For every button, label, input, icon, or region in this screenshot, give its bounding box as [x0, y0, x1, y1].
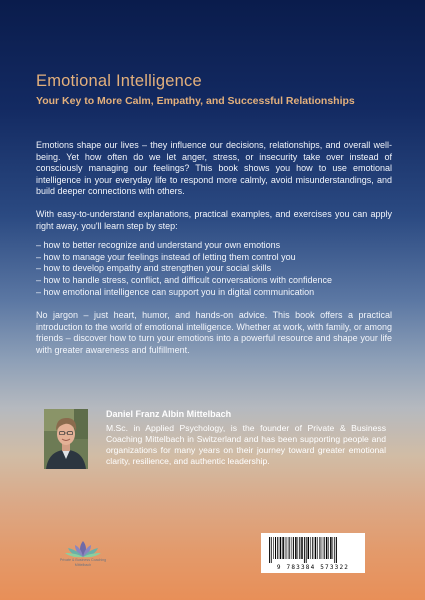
barcode-bar	[280, 537, 282, 559]
logo-caption	[50, 558, 116, 567]
book-subtitle: Your Key to More Calm, Empathy, and Successful Relationships	[36, 95, 355, 107]
barcode-bars	[269, 537, 357, 563]
barcode-bar	[315, 537, 317, 559]
lotus-icon	[56, 540, 110, 558]
barcode-bar	[271, 537, 272, 563]
barcode-bar	[275, 537, 276, 559]
barcode-bar	[277, 537, 278, 559]
list-item: – how to better recognize and understand your own emotions	[36, 240, 281, 251]
author-bio: M.Sc. in Applied Psychology, is the founder of Private & Business Coaching Mittelbach in Switzerland and has been supporting people and organizations for many years on their journey toward greater emotional clarity, resilience, and authentic leadership.	[106, 423, 386, 466]
barcode-bar	[291, 537, 292, 559]
barcode-bar	[293, 537, 294, 559]
barcode-bar	[298, 537, 299, 559]
list-item: – how to manage your feelings instead of letting them control you	[36, 251, 296, 262]
barcode-bar	[287, 537, 288, 559]
barcode-bar	[304, 537, 305, 563]
barcode-bar	[295, 537, 297, 559]
barcode-bar	[317, 537, 318, 559]
book-title: Emotional Intelligence	[36, 72, 202, 90]
logo-line-1: Private & Business Coaching	[59, 558, 107, 562]
barcode-bar	[310, 537, 311, 559]
blurb-paragraph-3: No jargon – just heart, humor, and hands-on advice. This book offers a practical introduction to the world of emotional intelligence. Whether at work, with family, or among friends – discover how to turn your emotions into a powerful resource and shape your life with greater awareness and fulfillment.	[36, 310, 392, 355]
author-name: Daniel Franz Albin Mittelbach	[106, 409, 232, 419]
blurb-paragraph-2: With easy-to-understand explanations, practical examples, and exercises you can apply right away, you'll learn step by step:	[36, 208, 392, 231]
isbn-barcode	[261, 533, 365, 573]
barcode-bar	[308, 537, 310, 559]
barcode-bar	[306, 537, 307, 563]
benefits-list	[36, 240, 392, 298]
barcode-bar	[282, 537, 284, 559]
barcode-bar	[336, 537, 337, 563]
barcode-bar	[326, 537, 328, 559]
barcode-bar	[333, 537, 334, 559]
barcode-bar	[269, 537, 270, 563]
barcode-bar	[299, 537, 300, 559]
barcode-digits: 9 783384 573322	[276, 564, 350, 571]
barcode-bar	[328, 537, 329, 559]
barcode-bar	[334, 537, 335, 563]
barcode-bar	[289, 537, 290, 559]
list-item: – how to develop empathy and strengthen your social skills	[36, 263, 272, 274]
barcode-bar	[319, 537, 320, 559]
barcode-bar	[322, 537, 323, 559]
list-item: – how emotional intelligence can support you in digital communication	[36, 286, 315, 297]
barcode-bar	[330, 537, 332, 559]
author-photo	[44, 409, 88, 469]
logo-line-2: Mittelbach	[74, 562, 92, 567]
barcode-bar	[273, 537, 274, 559]
barcode-bar	[312, 537, 313, 559]
blurb	[36, 140, 392, 368]
barcode-bar	[285, 537, 286, 559]
blurb-paragraph-1: Emotions shape our lives – they influence our decisions, relationships, and overall well-being. Yet how often do we let anger, stress, or insecurity take over instead of consciously managing our feelings? This book shows you how to use emotional intelligence in your everyday life to respond more calmly, avoid misunderstandings, and build deeper connections with others.	[36, 140, 392, 197]
barcode-bar	[301, 537, 303, 559]
barcode-bar	[324, 537, 325, 559]
list-item: – how to handle stress, conflict, and difficult conversations with confidence	[36, 274, 332, 285]
